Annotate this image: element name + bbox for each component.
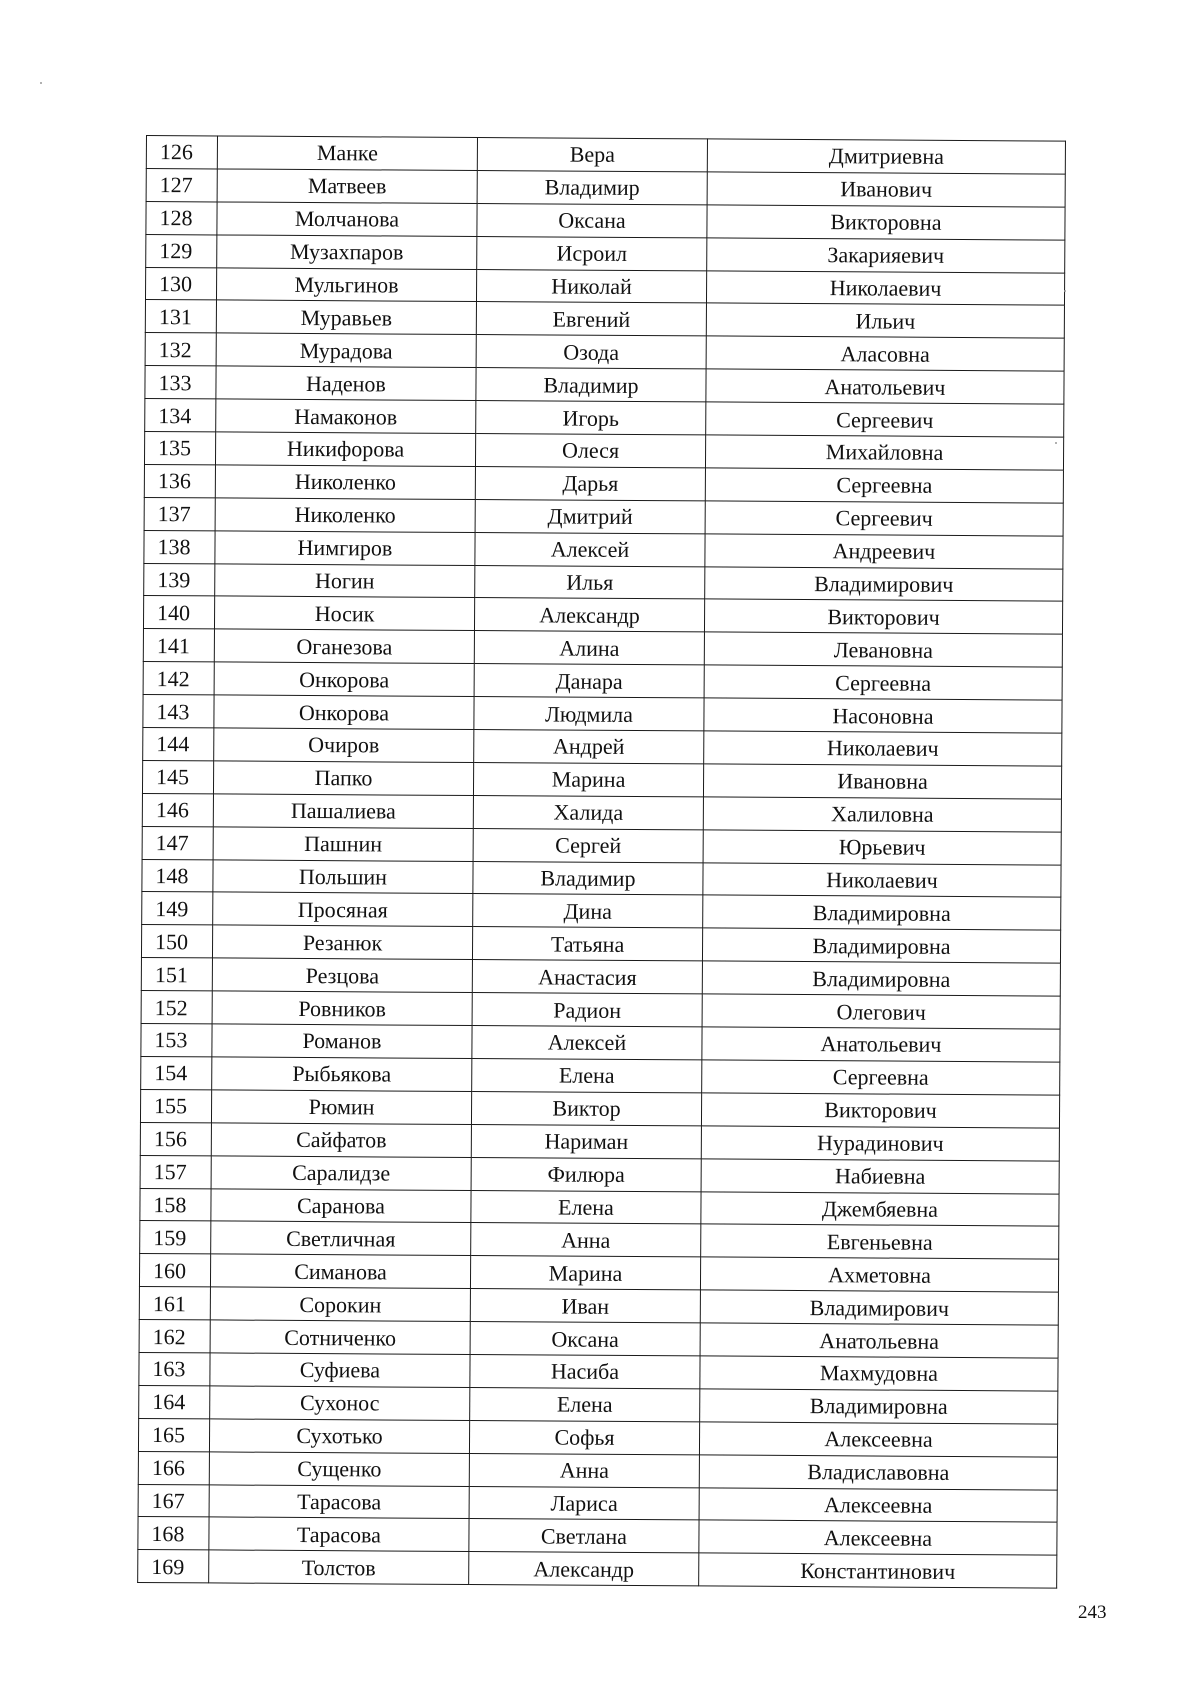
last-name-cell: Папко (213, 761, 473, 795)
first-name-cell: Александр (474, 598, 704, 632)
table-row (146, 201, 1065, 240)
table-row (144, 432, 1063, 471)
table-row (141, 991, 1060, 1030)
first-name-cell: Владимир (473, 861, 703, 895)
first-name-cell: Анна (471, 1223, 701, 1257)
first-name-cell: Анастасия (472, 960, 702, 994)
last-name-cell: Саралидзе (211, 1156, 471, 1190)
patronymic-cell: Сергеевна (704, 665, 1062, 700)
row-number-cell: 161 (139, 1287, 210, 1320)
first-name-cell: Софья (469, 1420, 699, 1454)
table-row (142, 892, 1061, 931)
first-name-cell: Алексей (475, 532, 705, 566)
row-number-cell: 147 (142, 826, 213, 859)
row-number-cell: 154 (141, 1056, 212, 1089)
row-number-cell: 163 (139, 1352, 210, 1385)
last-name-cell: Рыбьякова (212, 1057, 472, 1091)
patronymic-cell: Халиловна (703, 797, 1061, 832)
last-name-cell: Онкорова (214, 695, 474, 729)
table-row (140, 1221, 1059, 1260)
first-name-cell: Андрей (474, 730, 704, 764)
table-row (142, 859, 1061, 898)
patronymic-cell: Викторович (704, 599, 1062, 634)
patronymic-cell: Джембяевна (701, 1191, 1059, 1226)
table-row (146, 168, 1065, 207)
row-number-cell: 133 (145, 366, 216, 399)
row-number-cell: 142 (143, 662, 214, 695)
row-number-cell: 143 (143, 695, 214, 728)
table-row (138, 1517, 1057, 1556)
table-row (138, 1451, 1057, 1490)
patronymic-cell: Владимировна (702, 928, 1060, 963)
row-number-cell: 155 (140, 1089, 211, 1122)
last-name-cell: Намаконов (216, 399, 476, 433)
table-row (143, 662, 1062, 701)
first-name-cell: Владимир (477, 170, 707, 204)
first-name-cell: Татьяна (472, 927, 702, 961)
first-name-cell: Филюра (471, 1157, 701, 1191)
row-number-cell: 149 (142, 892, 213, 925)
patronymic-cell: Олегович (702, 994, 1060, 1029)
row-number-cell: 164 (139, 1385, 210, 1418)
table-row (140, 1122, 1059, 1161)
table-row (145, 366, 1064, 405)
scan-speck (1064, 290, 1066, 292)
table-row (146, 136, 1065, 175)
row-number-cell: 135 (144, 432, 215, 465)
row-number-cell: 128 (146, 201, 217, 234)
table-row (141, 1024, 1060, 1063)
table-row (139, 1254, 1058, 1293)
patronymic-cell: Владимировна (700, 1389, 1058, 1424)
last-name-cell: Сухотько (209, 1419, 469, 1453)
table-row (145, 300, 1064, 339)
row-number-cell: 158 (140, 1188, 211, 1221)
table-row (139, 1287, 1058, 1326)
patronymic-cell: Закарияевич (707, 238, 1065, 273)
last-name-cell: Романов (212, 1024, 472, 1058)
table-row (139, 1352, 1058, 1391)
first-name-cell: Нариман (471, 1124, 701, 1158)
row-number-cell: 145 (142, 760, 213, 793)
patronymic-cell: Ахметовна (700, 1257, 1058, 1292)
first-name-cell: Насиба (470, 1354, 700, 1388)
row-number-cell: 169 (138, 1550, 209, 1583)
last-name-cell: Польшин (213, 860, 473, 894)
patronymic-cell: Дмитриевна (707, 139, 1065, 174)
patronymic-cell: Алексеевна (699, 1487, 1057, 1522)
patronymic-cell: Владиславовна (699, 1455, 1057, 1490)
first-name-cell: Исроил (477, 236, 707, 270)
patronymic-cell: Сергеевна (705, 468, 1063, 503)
table-row (141, 1056, 1060, 1095)
first-name-cell: Халида (473, 795, 703, 829)
row-number-cell: 157 (140, 1155, 211, 1188)
table-row (145, 267, 1064, 306)
patronymic-cell: Викторович (701, 1093, 1059, 1128)
last-name-cell: Муравьев (216, 300, 476, 334)
patronymic-cell: Юрьевич (703, 830, 1061, 865)
first-name-cell: Николай (476, 269, 706, 303)
last-name-cell: Ровников (212, 991, 472, 1025)
table-row (138, 1484, 1057, 1523)
table-row (139, 1320, 1058, 1359)
last-name-cell: Наденов (216, 366, 476, 400)
row-number-cell: 138 (144, 530, 215, 563)
row-number-cell: 162 (139, 1320, 210, 1353)
patronymic-cell: Владимирович (705, 567, 1063, 602)
patronymic-cell: Владимирович (700, 1290, 1058, 1325)
row-number-cell: 144 (143, 728, 214, 761)
last-name-cell: Сухонос (210, 1386, 470, 1420)
first-name-cell: Дина (473, 894, 703, 928)
patronymic-cell: Алексеевна (699, 1520, 1057, 1555)
last-name-cell: Очиров (214, 728, 474, 762)
patronymic-cell: Сергеевна (702, 1060, 1060, 1095)
patronymic-cell: Анатольевна (700, 1323, 1058, 1358)
row-number-cell: 146 (142, 793, 213, 826)
row-number-cell: 148 (142, 859, 213, 892)
first-name-cell: Людмила (474, 697, 704, 731)
first-name-cell: Евгений (476, 302, 706, 336)
first-name-cell: Александр (469, 1552, 699, 1586)
last-name-cell: Николенко (215, 465, 475, 499)
row-number-cell: 165 (138, 1418, 209, 1451)
table-row (140, 1155, 1059, 1194)
last-name-cell: Саранова (211, 1188, 471, 1222)
last-name-cell: Молчанова (217, 202, 477, 236)
row-number-cell: 131 (145, 300, 216, 333)
patronymic-cell: Константинович (699, 1553, 1057, 1588)
first-name-cell: Алина (474, 631, 704, 665)
patronymic-cell: Аласовна (706, 336, 1064, 371)
last-name-cell: Сущенко (209, 1452, 469, 1486)
last-name-cell: Онкорова (214, 662, 474, 696)
row-number-cell: 136 (144, 464, 215, 497)
first-name-cell: Озода (476, 335, 706, 369)
patronymic-cell: Викторовна (707, 205, 1065, 240)
patronymic-cell: Алексеевна (699, 1422, 1057, 1457)
row-number-cell: 160 (139, 1254, 210, 1287)
patronymic-cell: Евгеньевна (701, 1224, 1059, 1259)
table-row (144, 497, 1063, 536)
table-row (142, 793, 1061, 832)
first-name-cell: Светлана (469, 1519, 699, 1553)
table-row (138, 1550, 1057, 1589)
table-body (138, 136, 1066, 1589)
row-number-cell: 166 (138, 1451, 209, 1484)
row-number-cell: 129 (146, 234, 217, 267)
patronymic-cell: Анатольевич (706, 369, 1064, 404)
patronymic-cell: Левановна (704, 632, 1062, 667)
row-number-cell: 140 (143, 596, 214, 629)
row-number-cell: 153 (141, 1024, 212, 1057)
last-name-cell: Симанова (210, 1254, 470, 1288)
row-number-cell: 141 (143, 629, 214, 662)
first-name-cell: Елена (471, 1190, 701, 1224)
table-row (144, 563, 1063, 602)
first-name-cell: Оксана (470, 1322, 700, 1356)
last-name-cell: Никифорова (215, 432, 475, 466)
table-row (145, 333, 1064, 372)
patronymic-cell: Николаевич (703, 863, 1061, 898)
table-row (138, 1418, 1057, 1457)
table-row (145, 399, 1064, 438)
table-row (143, 596, 1062, 635)
last-name-cell: Пашнин (213, 827, 473, 861)
last-name-cell: Сорокин (210, 1287, 470, 1321)
last-name-cell: Рюмин (211, 1090, 471, 1124)
row-number-cell: 126 (146, 136, 217, 169)
page-number: 243 (1078, 1602, 1107, 1623)
first-name-cell: Илья (475, 565, 705, 599)
first-name-cell: Дарья (475, 466, 705, 500)
last-name-cell: Светличная (211, 1221, 471, 1255)
first-name-cell: Анна (469, 1453, 699, 1487)
table-row (144, 464, 1063, 503)
last-name-cell: Тарасова (209, 1484, 469, 1518)
first-name-cell: Оксана (477, 203, 707, 237)
row-number-cell: 137 (144, 497, 215, 530)
first-name-cell: Елена (470, 1387, 700, 1421)
last-name-cell: Музахпаров (217, 235, 477, 269)
table-row (143, 695, 1062, 734)
row-number-cell: 127 (146, 168, 217, 201)
last-name-cell: Манке (217, 136, 477, 170)
patronymic-cell: Насоновна (704, 698, 1062, 733)
last-name-cell: Мурадова (216, 333, 476, 367)
table-row (144, 530, 1063, 569)
scan-speck (40, 82, 42, 84)
patronymic-cell: Махмудовна (700, 1356, 1058, 1391)
patronymic-cell: Анатольевич (702, 1027, 1060, 1062)
first-name-cell: Олеся (475, 434, 705, 468)
table-row (146, 234, 1065, 273)
table-row (140, 1089, 1059, 1128)
last-name-cell: Пашалиева (213, 794, 473, 828)
table-row (141, 925, 1060, 964)
last-name-cell: Резцова (212, 958, 472, 992)
row-number-cell: 151 (141, 958, 212, 991)
patronymic-cell: Набиевна (701, 1159, 1059, 1194)
row-number-cell: 139 (144, 563, 215, 596)
first-name-cell: Марина (470, 1256, 700, 1290)
last-name-cell: Мульгинов (216, 267, 476, 301)
first-name-cell: Иван (470, 1289, 700, 1323)
scan-speck (1055, 442, 1057, 444)
first-name-cell: Сергей (473, 828, 703, 862)
row-number-cell: 134 (145, 399, 216, 432)
last-name-cell: Николенко (215, 498, 475, 532)
first-name-cell: Вера (477, 138, 707, 172)
last-name-cell: Нимгиров (215, 531, 475, 565)
table-row (143, 728, 1062, 767)
patronymic-cell: Ивановна (703, 764, 1061, 799)
table-row (143, 629, 1062, 668)
patronymic-cell: Ильич (706, 303, 1064, 338)
row-number-cell: 130 (145, 267, 216, 300)
first-name-cell: Игорь (476, 401, 706, 435)
first-name-cell: Алексей (472, 1026, 702, 1060)
first-name-cell: Владимир (476, 368, 706, 402)
last-name-cell: Тарасова (209, 1517, 469, 1551)
row-number-cell: 167 (138, 1484, 209, 1517)
first-name-cell: Виктор (471, 1091, 701, 1125)
row-number-cell: 132 (145, 333, 216, 366)
row-number-cell: 152 (141, 991, 212, 1024)
patronymic-cell: Сергеевич (705, 501, 1063, 536)
name-list-table (137, 135, 1066, 1589)
first-name-cell: Лариса (469, 1486, 699, 1520)
table-row (142, 760, 1061, 799)
last-name-cell: Суфиева (210, 1353, 470, 1387)
patronymic-cell: Сергеевич (706, 402, 1064, 437)
patronymic-cell: Владимировна (703, 895, 1061, 930)
last-name-cell: Оганезова (214, 629, 474, 663)
patronymic-cell: Николаевич (704, 731, 1062, 766)
last-name-cell: Матвеев (217, 169, 477, 203)
first-name-cell: Елена (472, 1058, 702, 1092)
patronymic-cell: Андреевич (705, 534, 1063, 569)
first-name-cell: Марина (473, 762, 703, 796)
row-number-cell: 150 (141, 925, 212, 958)
last-name-cell: Резанюк (212, 925, 472, 959)
table-row (140, 1188, 1059, 1227)
row-number-cell: 159 (140, 1221, 211, 1254)
patronymic-cell: Иванович (707, 172, 1065, 207)
patronymic-cell: Николаевич (706, 270, 1064, 305)
patronymic-cell: Михайловна (705, 435, 1063, 470)
table-row (142, 826, 1061, 865)
patronymic-cell: Нурадинович (701, 1126, 1059, 1161)
first-name-cell: Радион (472, 993, 702, 1027)
row-number-cell: 156 (140, 1122, 211, 1155)
first-name-cell: Данара (474, 664, 704, 698)
last-name-cell: Просяная (213, 892, 473, 926)
first-name-cell: Дмитрий (475, 499, 705, 533)
last-name-cell: Носик (214, 596, 474, 630)
last-name-cell: Ногин (215, 564, 475, 598)
patronymic-cell: Владимировна (702, 961, 1060, 996)
last-name-cell: Толстов (209, 1550, 469, 1584)
table-row (139, 1385, 1058, 1424)
table-row (141, 958, 1060, 997)
row-number-cell: 168 (138, 1517, 209, 1550)
last-name-cell: Сайфатов (211, 1123, 471, 1157)
last-name-cell: Сотниченко (210, 1320, 470, 1354)
